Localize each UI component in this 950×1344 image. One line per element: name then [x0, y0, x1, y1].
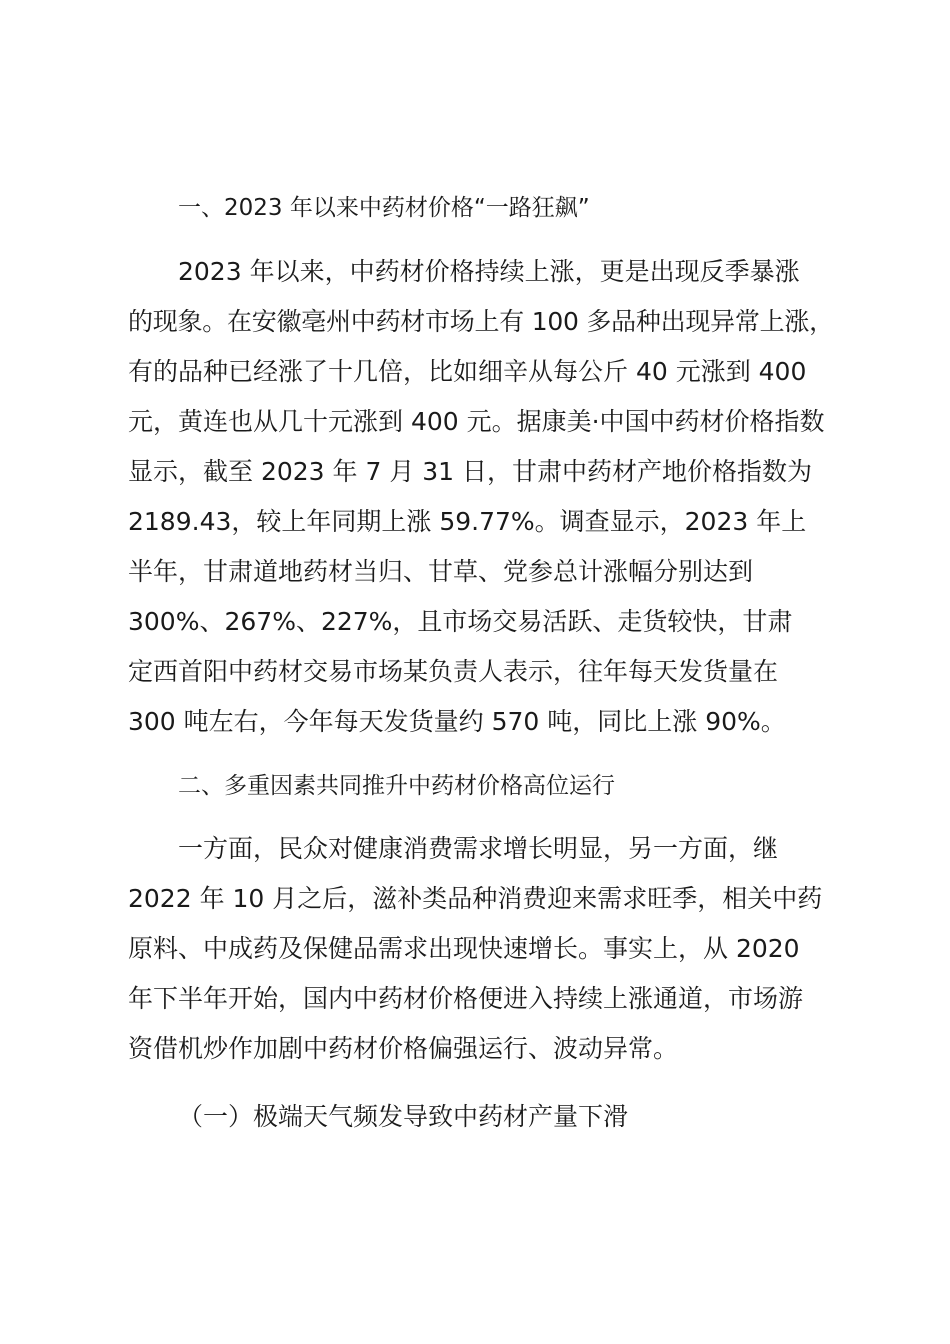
- paragraph-line: 2023 年以来，中药材价格持续上涨，更是出现反季暴涨: [178, 257, 800, 286]
- paragraph-line: 定西首阳中药材交易市场某负责人表示，往年每天发货量在: [128, 657, 779, 686]
- paragraph-line: 2189.43，较上年同期上涨 59.77%。调查显示，2023 年上: [128, 507, 807, 536]
- section-paragraph-1: [128, 247, 840, 747]
- paragraph-line: 元，黄连也从几十元涨到 400 元。据康美·中国中药材价格指数: [128, 407, 825, 436]
- paragraph-line: 半年，甘肃道地药材当归、甘草、党参总计涨幅分别达到: [128, 557, 754, 586]
- paragraph-line: 年下半年开始，国内中药材价格便进入持续上涨通道，市场游: [128, 984, 804, 1013]
- paragraph-line: 一方面，民众对健康消费需求增长明显，另一方面，继: [178, 834, 779, 863]
- section-heading-2: 二、多重因素共同推升中药材价格高位运行: [178, 773, 615, 799]
- paragraph-line: 资借机炒作加剧中药材价格偏强运行、波动异常。: [128, 1034, 679, 1063]
- paragraph-line: 300 吨左右，今年每天发货量约 570 吨，同比上涨 90%。: [128, 707, 786, 736]
- section-paragraph-2: [128, 824, 840, 1074]
- paragraph-line: 的现象。在安徽亳州中药材市场上有 100 多品种出现异常上涨，: [128, 307, 834, 336]
- section-heading-1: 一、2023 年以来中药材价格“一路狂飙”: [178, 195, 590, 221]
- paragraph-line: 300%、267%、227%，且市场交易活跃、走货较快，甘肃: [128, 607, 793, 636]
- paragraph-line: 2022 年 10 月之后，滋补类品种消费迎来需求旺季，相关中药: [128, 884, 823, 913]
- paragraph-line: 原料、中成药及保健品需求出现快速增长。事实上，从 2020: [128, 934, 800, 963]
- paragraph-line: 有的品种已经涨了十几倍，比如细辛从每公斤 40 元涨到 400: [128, 357, 807, 386]
- subsection-heading-1: （一）极端天气频发导致中药材产量下滑: [178, 1102, 629, 1131]
- paragraph-line: 显示，截至 2023 年 7 月 31 日，甘肃中药材产地价格指数为: [128, 457, 813, 486]
